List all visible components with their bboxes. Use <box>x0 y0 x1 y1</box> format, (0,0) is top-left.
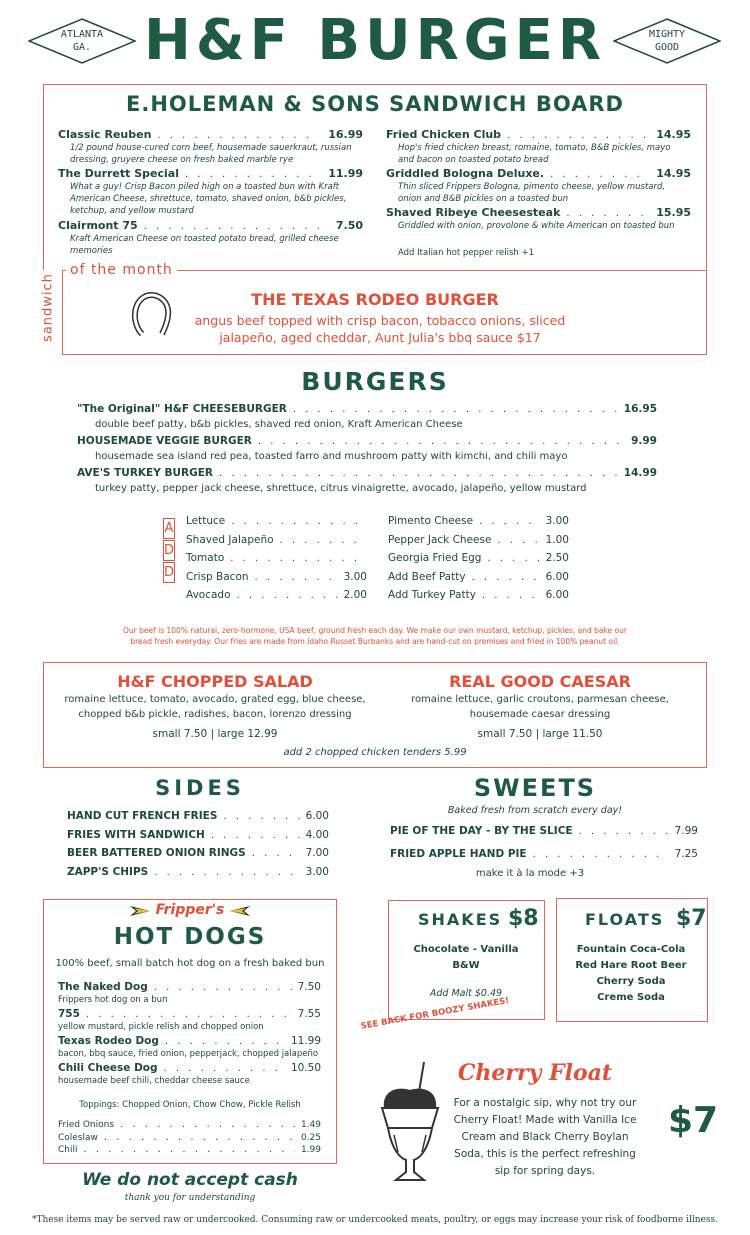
caesar-title: REAL GOOD CAESAR <box>449 672 631 691</box>
chopped-salad-title: H&F CHOPPED SALAD <box>117 672 313 691</box>
leader-dots <box>211 830 300 841</box>
sotm-title: THE TEXAS RODEO BURGER <box>251 290 499 309</box>
leader-dots <box>120 1119 295 1130</box>
hotdog-desc: yellow mustard, pickle relish and chopped onion <box>58 1022 264 1032</box>
leader-dots <box>223 811 299 822</box>
leader-dots <box>550 169 646 180</box>
no-cash-title: We do not accept cash <box>82 1170 298 1190</box>
sotm-top-label: of the month <box>66 262 177 278</box>
menu-item-row <box>58 1008 321 1020</box>
item-desc: 1/2 pound house-cured corn beef, housemade sauerkraut, russian dressing, gruyere cheese on fresh baked marble rye <box>70 143 352 165</box>
menu-item-row <box>386 167 691 180</box>
leader-dots <box>219 468 618 479</box>
shakes-title: SHAKES <box>418 910 503 929</box>
floats-price: $7 <box>676 906 707 931</box>
menu-item-row <box>58 1144 321 1155</box>
salad-addon: add 2 chopped chicken tenders 5.99 <box>283 747 467 758</box>
floats-title: FLOATS <box>585 910 665 929</box>
burgers-title: BURGERS <box>301 367 449 396</box>
badge-line: GOOD <box>654 42 680 53</box>
item-name: Fried Chicken Club <box>386 128 502 141</box>
menu-item-row <box>77 403 657 415</box>
wing-right-icon <box>230 905 252 917</box>
leader-dots <box>86 1009 292 1020</box>
menu-item-row <box>388 534 569 546</box>
item-price: 4.00 <box>305 828 329 841</box>
item-price: 6.00 <box>305 810 329 822</box>
chopped-salad-price: small 7.50 | large 12.99 <box>152 728 278 740</box>
menu-item-row <box>67 810 329 822</box>
item-name: ZAPP'S CHIPS <box>67 865 149 878</box>
cherry-float-line: For a nostalgic sip, why not try our <box>453 1097 637 1109</box>
item-price: 3.00 <box>305 865 329 878</box>
item-price: 10.50 <box>290 1062 321 1074</box>
burger-desc: housemade sea island red pea, toasted farro and mushroom patty with kimchi, and chili mayo <box>95 451 568 462</box>
cherry-float-title: Cherry Float <box>457 1060 613 1086</box>
menu-item-row <box>67 866 329 878</box>
badge-line: ATLANTA <box>60 29 104 40</box>
item-name: Clairmont 75 <box>58 219 138 232</box>
badge-line: MIGHTY <box>648 29 686 40</box>
footer-disclaimer: *These items may be served raw or undercooked. Consuming raw or undercooked meats, poultry, or eggs may increase your risk of foodborne illness. <box>32 1215 718 1225</box>
item-name: Griddled Bologna Deluxe. <box>386 167 545 180</box>
leader-dots <box>157 130 318 141</box>
item-name: Tomato <box>186 552 225 564</box>
hotdogs-title: HOT DOGS <box>113 924 267 950</box>
leader-dots <box>472 572 540 583</box>
item-price: 9.99 <box>631 435 657 447</box>
hotdog-toppings: Toppings: Chopped Onion, Chow Chow, Pickle Relish <box>79 1100 301 1110</box>
shakes-line1: Chocolate - Vanilla <box>413 944 519 955</box>
leader-dots <box>154 867 299 878</box>
add-letter: D <box>163 540 175 561</box>
item-extra: Add Italian hot pepper relish +1 <box>398 248 534 258</box>
sweets-subtitle: Baked fresh from scratch every day! <box>447 805 623 816</box>
leader-dots <box>165 1036 285 1047</box>
leader-dots <box>231 516 361 527</box>
leader-dots <box>487 553 539 564</box>
item-name: Shaved Jalapeño <box>186 533 274 546</box>
item-name: Avocado <box>186 589 231 601</box>
float-item: Cherry Soda <box>596 976 666 987</box>
beef-note-2: bread fresh everyday. Our fries are made from Idaho Russet Burbanks and are hand-cut on premises and fried in 100% peanut oil. <box>130 637 620 646</box>
item-name: AVE'S TURKEY BURGER <box>77 467 213 479</box>
leader-dots <box>104 1132 295 1143</box>
item-desc: What a guy! Crisp Bacon piled high on a toasted bun with Kraft American Cheese, shrettuce, tomato, shaved onion, b&b pickles, ketchup, and yellow mustard <box>70 182 347 216</box>
hotdog-brand: Fripper's <box>155 902 225 918</box>
sotm-side-label: sandwich <box>40 273 56 342</box>
menu-item-row <box>58 1119 321 1130</box>
item-name: FRIED APPLE HAND PIE <box>390 848 527 860</box>
item-name: Shaved Ribeye Cheesesteak <box>386 206 561 219</box>
item-name: 755 <box>58 1008 80 1020</box>
menu-item-row <box>390 848 698 860</box>
leader-dots <box>230 553 361 564</box>
menu-item-row <box>388 589 569 601</box>
item-price: 7.55 <box>297 1008 321 1020</box>
menu-item-row <box>58 167 363 180</box>
caesar-desc-1: romaine lettuce, garlic croutons, parmesan cheese, <box>411 694 669 705</box>
float-item: Red Hare Root Beer <box>575 960 687 971</box>
sandwich-board-title: E.HOLEMAN & SONS SANDWICH BOARD <box>126 92 624 116</box>
leader-dots <box>255 572 338 583</box>
item-price: 2.50 <box>545 552 569 564</box>
menu-item-row <box>388 571 569 583</box>
menu-item-row <box>186 534 367 546</box>
item-desc: Griddled with onion, provolone & white American on toasted bun <box>398 221 675 231</box>
chopped-salad-desc-1: romaine lettuce, tomato, avocado, grated egg, blue cheese, <box>64 694 366 705</box>
sweets-title: SWEETS <box>473 774 597 802</box>
page-title: H&F BURGER <box>143 8 607 73</box>
menu-item-row <box>58 219 363 232</box>
leader-dots <box>293 404 618 415</box>
leader-dots <box>497 535 539 546</box>
item-name: HOUSEMADE VEGGIE BURGER <box>77 435 252 447</box>
sides-title: SIDES <box>155 776 245 800</box>
item-price: 1.49 <box>300 1120 321 1130</box>
menu-item-row <box>58 128 363 141</box>
cherry-float-price: $7 <box>668 1100 719 1141</box>
item-name: Fried Onions <box>58 1120 115 1130</box>
item-name: "The Original" H&F CHEESEBURGER <box>77 403 287 415</box>
hotdog-desc: Frippers hot dog on a bun <box>58 995 168 1005</box>
item-name: Chili Cheese Dog <box>58 1062 158 1074</box>
hotdogs-subtitle: 100% beef, small batch hot dog on a fresh baked bun <box>55 958 325 969</box>
item-name: Georgia Fried Egg <box>388 552 482 564</box>
item-name: Pepper Jack Cheese <box>388 533 492 546</box>
item-name: Add Beef Patty <box>388 570 466 583</box>
float-item: Creme Soda <box>597 992 665 1003</box>
menu-item-row <box>386 206 691 219</box>
add-letter: D <box>163 562 175 583</box>
menu-item-row <box>186 515 367 527</box>
cherry-float-line: Soda, this is the perfect refreshing <box>454 1148 636 1160</box>
item-price: 16.95 <box>623 403 657 415</box>
menu-item-row <box>77 467 657 479</box>
menu-item-row <box>58 981 321 993</box>
menu-item-row <box>77 435 657 447</box>
leader-dots <box>185 169 318 180</box>
cherry-float-line: sip for spring days. <box>494 1165 596 1177</box>
atlanta-badge <box>28 28 136 54</box>
leader-dots <box>533 849 669 860</box>
item-price: 7.50 <box>335 219 363 232</box>
float-item: Fountain Coca-Cola <box>576 944 686 955</box>
item-price: 6.00 <box>545 589 569 601</box>
leader-dots <box>164 1063 285 1074</box>
caesar-desc-2: housemade caesar dressing <box>469 709 611 720</box>
item-desc: Thin sliced Frippers Bologna, pimento cheese, yellow mustard, onion and B&B pickles on a toasted bun <box>398 182 666 204</box>
leader-dots <box>280 535 361 546</box>
item-price: 14.95 <box>656 128 691 141</box>
burger-desc: turkey patty, pepper jack cheese, shrettuce, citrus vinaigrette, avocado, jalapeño, yellow mustard <box>95 483 587 494</box>
leader-dots <box>479 516 540 527</box>
item-name: Pimento Cheese <box>388 515 474 527</box>
item-name: Add Turkey Patty <box>388 589 476 601</box>
leader-dots <box>84 1144 295 1155</box>
item-price: 6.00 <box>545 570 569 583</box>
leader-dots <box>566 208 646 219</box>
menu-item-row <box>67 847 329 859</box>
item-name: HAND CUT FRENCH FRIES <box>67 810 218 822</box>
item-name: Classic Reuben <box>58 128 152 141</box>
sotm-desc-1: angus beef topped with crisp bacon, tobacco onions, sliced <box>194 313 566 328</box>
hotdog-desc: bacon, bbq sauce, fried onion, pepperjack, chopped jalapeño <box>58 1049 319 1059</box>
badge-line: GA. <box>72 42 92 53</box>
shakes-line2: B&W <box>452 960 480 971</box>
item-name: Chili <box>58 1145 78 1155</box>
leader-dots <box>482 590 540 601</box>
leader-dots <box>579 826 669 837</box>
menu-item-row <box>388 552 569 564</box>
leader-dots <box>154 982 292 993</box>
item-desc: Hop's fried chicken breast, romaine, tomato, B&B pickles, mayo and bacon on toasted potato bread <box>398 143 671 165</box>
leader-dots <box>507 130 646 141</box>
add-label <box>163 518 175 584</box>
menu-item-row <box>186 571 367 583</box>
menu-item-row <box>58 1035 321 1047</box>
chopped-salad-desc-2: chopped b&b pickle, radishes, bacon, lorenzo dressing <box>78 709 352 720</box>
item-price: 7.50 <box>297 981 321 993</box>
menu-item-row <box>390 825 698 837</box>
menu-item-row <box>386 128 691 141</box>
item-price: 1.99 <box>300 1145 321 1155</box>
leader-dots <box>252 848 300 859</box>
item-name: Coleslaw <box>58 1132 98 1143</box>
item-name: Texas Rodeo Dog <box>58 1035 159 1047</box>
leader-dots <box>237 590 338 601</box>
cherry-float-line: Cherry Float! Made with Vanilla Ice <box>453 1114 637 1126</box>
item-name: FRIES WITH SANDWICH <box>67 828 205 841</box>
item-name: The Durrett Special <box>58 167 179 180</box>
menu-item-row <box>67 829 329 841</box>
menu-item-row <box>58 1062 321 1074</box>
item-name: Lettuce <box>186 515 226 527</box>
item-price: 2.00 <box>343 589 367 601</box>
item-price: 16.99 <box>328 128 363 141</box>
sweets-note: make it à la mode +3 <box>475 868 585 879</box>
beef-note-1: Our beef is 100% natural, zero-hormone, USA beef, ground fresh each day. We make our own mustard, ketchup, pickles, and bake our <box>123 626 627 635</box>
item-desc: Kraft American Cheese on toasted potato bread, grilled cheese memories <box>70 234 339 256</box>
item-price: 14.99 <box>623 467 657 479</box>
caesar-price: small 7.50 | large 11.50 <box>477 728 603 740</box>
float-glass-icon <box>378 1060 442 1190</box>
menu-item-row <box>186 552 367 564</box>
hotdog-desc: housemade beef chili, cheddar cheese sauce <box>58 1076 250 1086</box>
item-price: 7.25 <box>674 848 698 860</box>
item-name: PIE OF THE DAY - BY THE SLICE <box>390 825 573 837</box>
mighty-good-badge <box>613 28 721 54</box>
menu-item-row <box>58 1132 321 1143</box>
item-price: 3.00 <box>343 570 367 583</box>
item-price: 7.00 <box>305 847 329 859</box>
leader-dots <box>258 436 625 447</box>
item-name: BEER BATTERED ONION RINGS <box>67 847 246 859</box>
burger-desc: double beef patty, b&b pickles, shaved red onion, Kraft American Cheese <box>95 419 463 430</box>
item-price: 0.25 <box>300 1132 321 1143</box>
item-price: 15.95 <box>656 206 691 219</box>
item-name: Crisp Bacon <box>186 570 249 583</box>
item-price: 3.00 <box>545 515 569 527</box>
item-price: 1.00 <box>545 533 569 546</box>
sotm-desc-2: jalapeño, aged cheddar, Aunt Julia's bbq sauce $17 <box>219 330 541 345</box>
shakes-addon: Add Malt $0.49 <box>429 988 503 999</box>
item-name: The Naked Dog <box>58 981 148 993</box>
shakes-price: $8 <box>508 906 539 931</box>
item-price: 11.99 <box>328 167 363 180</box>
leader-dots <box>144 221 326 232</box>
boozy-shakes-note: SEE BACK FOR BOOZY SHAKES! <box>360 995 510 1032</box>
header <box>0 0 750 80</box>
menu-item-row <box>388 515 569 527</box>
cherry-float-line: Cream and Black Cherry Boylan <box>461 1131 629 1143</box>
item-price: 14.95 <box>656 167 691 180</box>
no-cash-subtitle: thank you for understanding <box>124 1193 256 1203</box>
add-letter: A <box>163 518 175 539</box>
item-price: 11.99 <box>290 1035 321 1047</box>
menu-item-row <box>186 589 367 601</box>
item-price: 7.99 <box>674 825 698 837</box>
